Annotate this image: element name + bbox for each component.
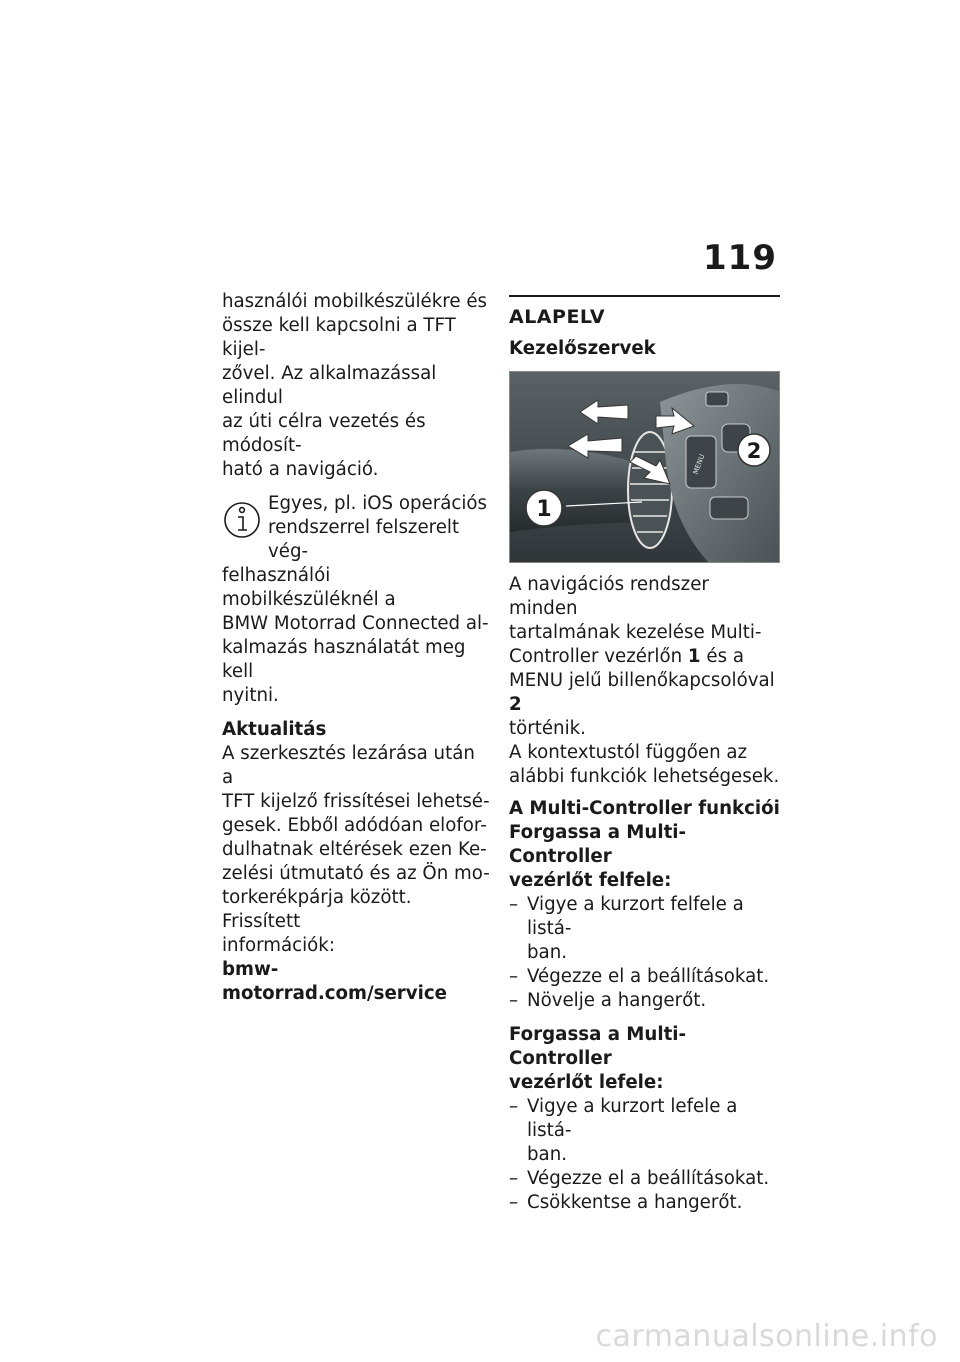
desc-line: MENU jelű billenőkapcsolóval [509, 670, 775, 691]
update-line: A szerkesztés lezárása után a [222, 743, 475, 788]
note-line: BMW Motorrad Connected al- [222, 613, 489, 634]
section-title: ALAPELV [509, 295, 780, 329]
handlebar-controls-figure [509, 371, 780, 563]
note-line: kalmazás használatát meg kell [222, 637, 466, 682]
context-line: A kontextustól függően az [509, 742, 748, 763]
update-heading: Aktualitás [222, 719, 327, 740]
page-number: 119 [703, 238, 777, 278]
controller-ref: 1 [687, 646, 701, 667]
controls-description [509, 573, 780, 789]
note-line: Egyes, pl. iOS operációs [268, 493, 488, 514]
desc-line: tartalmának kezelése Multi- [509, 622, 762, 643]
service-link[interactable]: bmw-motorrad.com/service [222, 959, 447, 1004]
note-line: nyitni. [222, 685, 279, 706]
desc-line: történik. [509, 718, 586, 739]
list-item: – Végezze el a beállításokat. [509, 1167, 780, 1191]
rotate-up-heading [509, 821, 780, 893]
update-line: torkerékpárja között. Frissített [222, 887, 412, 932]
svg-text:MENU: MENU [691, 453, 707, 476]
update-line: információk: [222, 935, 335, 956]
info-icon [222, 496, 268, 542]
desc-line: Controller vezérlőn [509, 646, 683, 667]
right-column [509, 290, 780, 1215]
intro-line: össze kell kapcsolni a TFT kijel- [222, 315, 456, 360]
left-column [222, 290, 490, 1006]
rotate-down-heading-line: Forgassa a Multi-Controller [509, 1024, 687, 1069]
update-line: gesek. Ebből adódóan elofor- [222, 815, 487, 836]
functions-heading: A Multi-Controller funkciói [509, 798, 780, 819]
desc-line: és a [706, 646, 744, 667]
info-note [222, 492, 490, 708]
update-line: TFT kijelző frissítései lehetsé- [222, 791, 490, 812]
svg-text:2: 2 [746, 439, 762, 463]
menu-switch-ref: 2 [509, 694, 522, 715]
intro-line: ható a navigáció. [222, 459, 379, 480]
list-item: – Vigye a kurzort lefele a listá- ban. [509, 1095, 780, 1167]
list-item: – Növelje a hangerőt. [509, 989, 780, 1013]
controls-heading: Kezelőszervek [509, 338, 656, 359]
watermark: carmanualsonline.info [595, 1319, 938, 1354]
rotate-up-heading-line: vezérlőt felfele: [509, 870, 672, 891]
rotate-up-list [509, 893, 780, 1013]
desc-line: A navigációs rendszer minden [509, 574, 709, 619]
note-line: felhasználói mobilkészüléknél a [222, 565, 396, 610]
handlebar-illustration [510, 372, 780, 563]
rotate-down-list [509, 1095, 780, 1215]
intro-paragraph [222, 290, 490, 482]
svg-text:1: 1 [536, 497, 552, 522]
list-item: – Csökkentse a hangerőt. [509, 1191, 780, 1215]
update-paragraph [222, 742, 490, 958]
rotate-down-heading [509, 1023, 780, 1095]
rotate-down-heading-line: vezérlőt lefele: [509, 1072, 664, 1093]
list-item: – Végezze el a beállításokat. [509, 965, 780, 989]
rotate-up-heading-line: Forgassa a Multi-Controller [509, 822, 687, 867]
list-item: – Vigye a kurzort felfele a listá- ban. [509, 893, 780, 965]
update-line: dulhatnak eltérések ezen Ke- [222, 839, 487, 860]
intro-line: az úti célra vezetés és módosít- [222, 411, 426, 456]
intro-line: zővel. Az alkalmazással elindul [222, 363, 437, 408]
note-line: rendszerrel felszerelt vég- [268, 517, 460, 562]
context-line: alábbi funkciók lehetségesek. [509, 766, 780, 787]
intro-line: használói mobilkészülékre és [222, 291, 487, 312]
update-line: zelési útmutató és az Ön mo- [222, 863, 490, 884]
